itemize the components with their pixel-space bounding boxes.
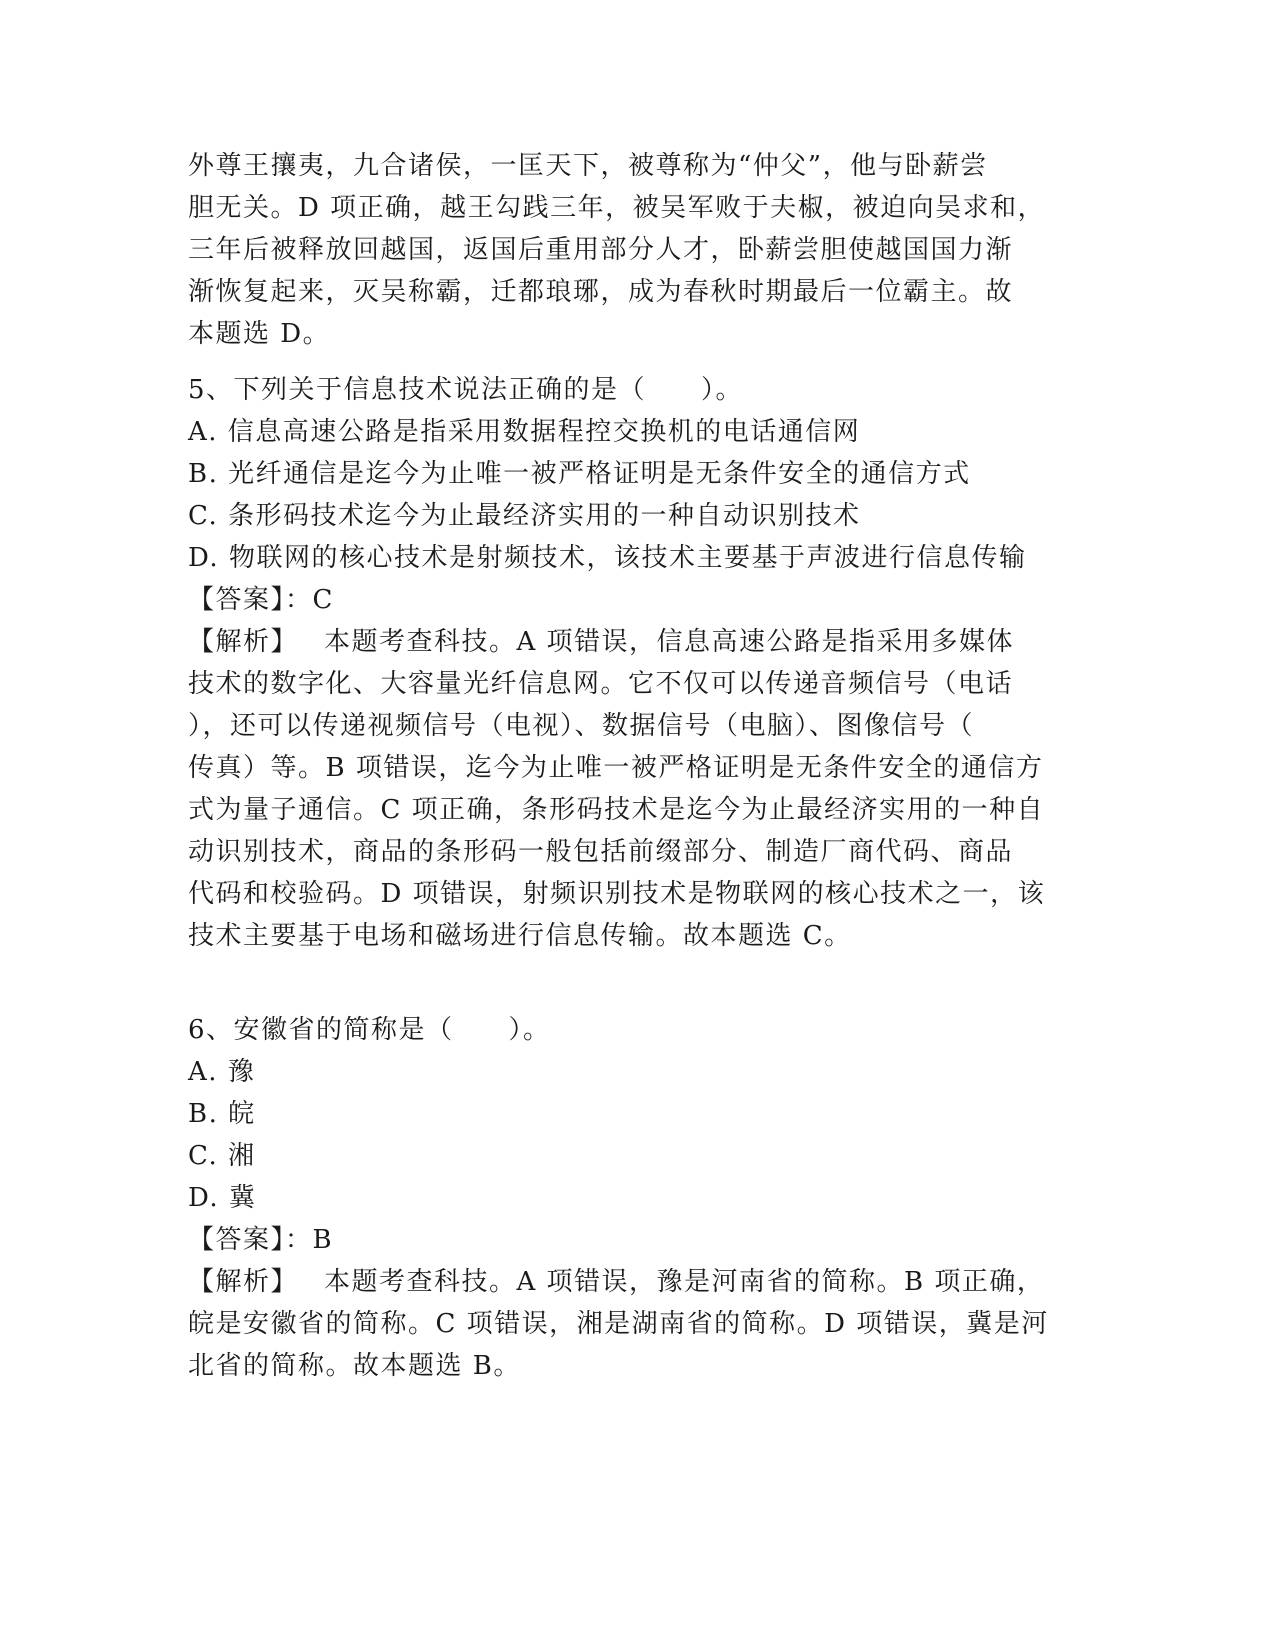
text-line: ），还可以传递视频信号（电视）、数据信号（电脑）、图像信号（ bbox=[188, 711, 975, 741]
text-line: 技术主要基于电场和磁场进行信息传输。故本题选 C。 bbox=[188, 921, 852, 951]
option-c: C. 湘 bbox=[188, 1141, 256, 1171]
analysis-first-line bbox=[188, 1261, 1088, 1303]
text-line: 传真）等。B 项错误，迄今为止唯一被严格证明是无条件安全的通信方 bbox=[188, 753, 1044, 783]
option-b: B. 皖 bbox=[188, 1099, 256, 1129]
option-a: A. 信息高速公路是指采用数据程控交换机的电话通信网 bbox=[188, 417, 861, 447]
question-5 bbox=[188, 369, 1088, 957]
analysis-text: 本题考查科技。A 项错误，信息高速公路是指采用多媒体 bbox=[324, 627, 1015, 657]
text-line: 三年后被释放回越国，返国后重用部分人才，卧薪尝胆使越国国力渐 bbox=[188, 235, 1014, 265]
option-d: D. 冀 bbox=[188, 1183, 257, 1213]
text-line: 代码和校验码。D 项错误，射频识别技术是物联网的核心技术之一，该 bbox=[188, 879, 1046, 909]
text-line: 外尊王攘夷，九合诸侯，一匡天下，被尊称为“仲父”，他与卧薪尝 bbox=[188, 151, 988, 181]
text-line: 渐恢复起来，灭吴称霸，迁都琅琊，成为春秋时期最后一位霸主。故 bbox=[188, 277, 1014, 307]
text-line: 胆无关。D 项正确，越王勾践三年，被吴军败于夫椒，被迫向吴求和， bbox=[188, 193, 1046, 223]
answer-line: 【答案】：C bbox=[188, 585, 334, 615]
text-line: 皖是安徽省的简称。C 项错误，湘是湖南省的简称。D 项错误，冀是河 bbox=[188, 1309, 1049, 1339]
analysis-first-line bbox=[188, 621, 1088, 663]
text-line: 式为量子通信。C 项正确，条形码技术是迄今为止最经济实用的一种自 bbox=[188, 795, 1045, 825]
analysis-text: 本题考查科技。A 项错误，豫是河南省的简称。B 项正确， bbox=[324, 1267, 1045, 1297]
text-line: 北省的简称。故本题选 B。 bbox=[188, 1351, 521, 1381]
carryover-analysis bbox=[188, 145, 1088, 355]
question-6 bbox=[188, 1009, 1088, 1387]
text-line: 本题选 D。 bbox=[188, 319, 331, 349]
option-b: B. 光纤通信是迄今为止唯一被严格证明是无条件安全的通信方式 bbox=[188, 459, 971, 489]
option-d: D. 物联网的核心技术是射频技术，该技术主要基于声波进行信息传输 bbox=[188, 543, 1027, 573]
question-text: 5、下列关于信息技术说法正确的是（ ）。 bbox=[188, 375, 744, 405]
text-line: 动识别技术，商品的条形码一般包括前缀部分、制造厂商代码、商品 bbox=[188, 837, 1014, 867]
answer-line: 【答案】：B bbox=[188, 1225, 334, 1255]
text-line: 技术的数字化、大容量光纤信息网。它不仅可以传递音频信号（电话 bbox=[188, 669, 1014, 699]
analysis-label: 【解析】 bbox=[188, 627, 299, 657]
option-c: C. 条形码技术迄今为止最经济实用的一种自动识别技术 bbox=[188, 501, 861, 531]
question-text: 6、安徽省的简称是（ ）。 bbox=[188, 1015, 551, 1045]
analysis-label: 【解析】 bbox=[188, 1267, 299, 1297]
option-a: A. 豫 bbox=[188, 1057, 256, 1087]
